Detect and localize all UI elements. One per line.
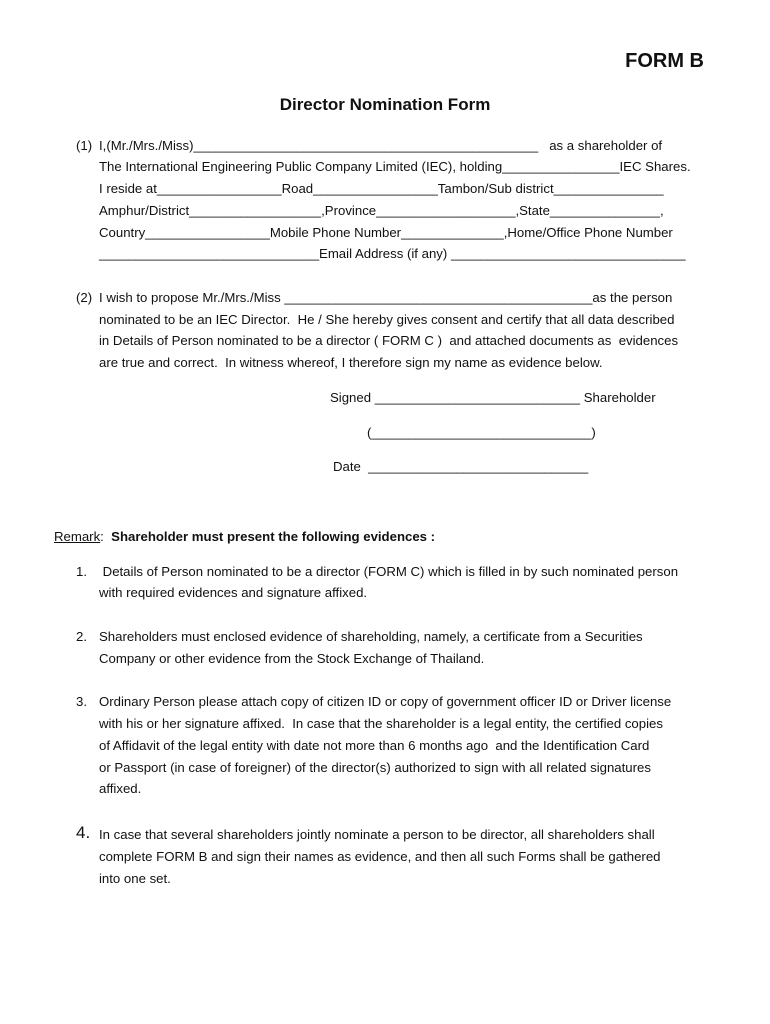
printed-name-line: (______________________________): [367, 425, 596, 440]
evidence-line: complete FORM B and sign their names as evidence, and then all such Forms shall be gathered: [99, 849, 661, 864]
evidence-line: Company or other evidence from the Stock Exchange of Thailand.: [99, 651, 485, 666]
evidence-line: Details of Person nominated to be a director (FORM C) which is filled in by such nominated person: [99, 564, 679, 579]
section1-number: (1): [76, 138, 93, 153]
section2-line: in Details of Person nominated to be a director ( FORM C ) and attached documents as evidences: [99, 333, 679, 348]
evidence-number: 3.: [76, 694, 87, 709]
evidence-line: or Passport (in case of foreigner) of the director(s) authorized to sign with all related signatures: [99, 760, 651, 775]
remark-heading: [54, 529, 435, 545]
evidence-number: 2.: [76, 629, 87, 644]
evidence-number: 1.: [76, 564, 87, 579]
section1-line: I,(Mr./Mrs./Miss)_______________________________________________ as a shareholder of: [99, 138, 663, 153]
section1-line: ______________________________Email Address (if any) ________________________________: [99, 246, 686, 261]
section2-line: are true and correct. In witness whereof, I therefore sign my name as evidence below.: [99, 355, 603, 370]
remark-text: Shareholder must present the following evidences :: [111, 529, 436, 544]
signature-line: Signed ____________________________ Shareholder: [330, 390, 656, 405]
evidence-line: affixed.: [99, 781, 142, 796]
evidence-line: with his or her signature affixed. In case that the shareholder is a legal entity, the certified copies: [99, 716, 663, 731]
evidence-line: with required evidences and signature affixed.: [99, 585, 368, 600]
remark-colon: :: [100, 529, 112, 544]
section1-line: I reside at_________________Road_________________Tambon/Sub district_______________: [99, 181, 664, 196]
section1-line: Country_________________Mobile Phone Number______________,Home/Office Phone Number: [99, 225, 673, 240]
form-label: FORM B: [625, 50, 704, 72]
section1-line: The International Engineering Public Company Limited (IEC), holding________________IEC Shares.: [99, 159, 691, 174]
date-line: Date ______________________________: [333, 459, 589, 474]
evidence-line: into one set.: [99, 871, 171, 886]
section2-number: (2): [76, 290, 93, 305]
evidence-line: In case that several shareholders jointly nominate a person to be director, all shareholders shall: [99, 827, 655, 842]
evidence-line: Ordinary Person please attach copy of citizen ID or copy of government officer ID or Driver license: [99, 694, 672, 709]
evidence-line: Shareholders must enclosed evidence of shareholding, namely, a certificate from a Securities: [99, 629, 643, 644]
evidence-line: of Affidavit of the legal entity with date not more than 6 months ago and the Identification Card: [99, 738, 650, 753]
page-title: Director Nomination Form: [279, 95, 491, 114]
evidence-number: 4.: [76, 823, 91, 842]
section2-line: nominated to be an IEC Director. He / She hereby gives consent and certify that all data described: [99, 312, 675, 327]
section1-line: Amphur/District__________________,Province___________________,State_______________,: [99, 203, 664, 218]
remark-label: Remark: [54, 529, 101, 544]
section2-line: I wish to propose Mr./Mrs./Miss __________________________________________as the person: [99, 290, 673, 305]
